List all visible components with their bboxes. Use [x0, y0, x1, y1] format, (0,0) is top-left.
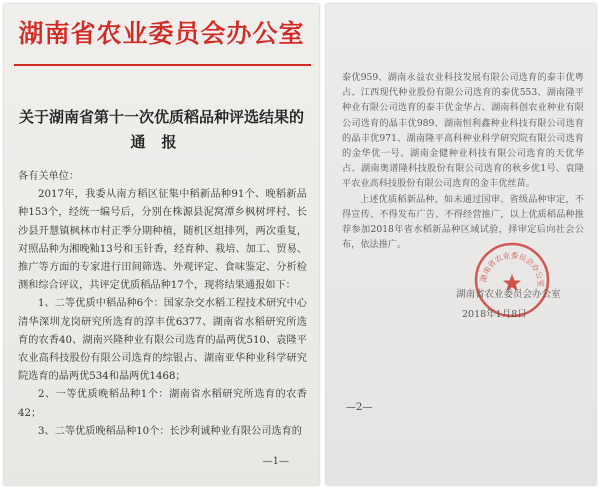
letterhead-rule	[14, 64, 311, 66]
paragraph-continued: 泰优959、湖南永益农业科技发展有限公司选育的泰丰优粤占、江西现代种业股份有限公司选育的泰优553、湖南隆平种业有限公司选育的泰丰优金华占、湖南科创农业种业有限公司选育的晶丰优989、湖南恒利鑫种业科技有限公司选育的晶丰优971、湖南隆平高科种业科学研究院有限公司选育的金华优一号、湖南金健种业科技有限公司选育的天优华占、湖南奥谱隆科技股份有限公司选育的秋乡优1号、袁隆平农业高科技股份有限公司选育的金丰优丝苗。	[342, 72, 584, 190]
paragraph-item-1: 1、二等优质中稻品种6个：国家杂交水稻工程技术研究中心清华深圳龙岗研究所选育的淳丰优6377、湖南省水稻研究所选育的农香40、湖南兴隆种业有限公司选育的晶两优510、袁隆平农业高科技股份有限公司选育的综银占、湖南亚华种业科学研究院选育的晶两优534和晶两优1468；	[18, 298, 307, 383]
paragraph-intro: 2017年，我委从南方稻区征集中稻新品种91个、晚稻新品种153个，经统一编号后，分别在株源县泥窝潭乡枫树坪村、长沙县开慧镇枫林市村正季分期种植，随机区组排列，两次重复，对照品种为湘晚籼13号和玉针香，经育种、栽培、加工、贸易、推广等方面的专家进行田间筛选、外观评定、食味鉴定、分析检测和综合评议，共评定优质稻品种17个，现将结果通报如下：	[18, 189, 307, 292]
page-number: —2—	[346, 402, 373, 413]
paragraph-closing: 上述优质稻新品种，如未通过国审、省级品种审定，不得宣传、不得发布广告、不得经营推广，以上优质稻品种推荐参加2018年省水稻新品种区域试验，择审定后向社会公布，依法推广。	[342, 193, 584, 251]
document-page-2	[326, 4, 596, 485]
issuer-name: 湖南省农业委员会办公室	[456, 289, 561, 300]
document-title-line1: 关于湖南省第十一次优质稻品种评选结果的	[18, 108, 304, 126]
issue-date: 2018年1月8日	[462, 309, 527, 320]
paragraph-item-3: 3、二等优质晚稻品种10个：长沙利诚种业有限公司选育的	[38, 425, 302, 437]
document-body-continued	[342, 70, 584, 252]
salutation: 各有关单位：	[18, 171, 80, 182]
document-title-line2: 通报	[130, 133, 193, 151]
page-number: —1—	[262, 456, 289, 467]
svg-text:湖南省农业委员会办公室: 湖南省农业委员会办公室	[478, 250, 546, 288]
paragraph-item-2: 2、一等优质晚稻品种1个：湖南省水稻研究所选育的农香42；	[18, 389, 307, 419]
document-page-1	[4, 4, 319, 485]
document-body	[18, 168, 307, 441]
letterhead-title: 湖南省农业委员会办公室	[18, 19, 305, 48]
